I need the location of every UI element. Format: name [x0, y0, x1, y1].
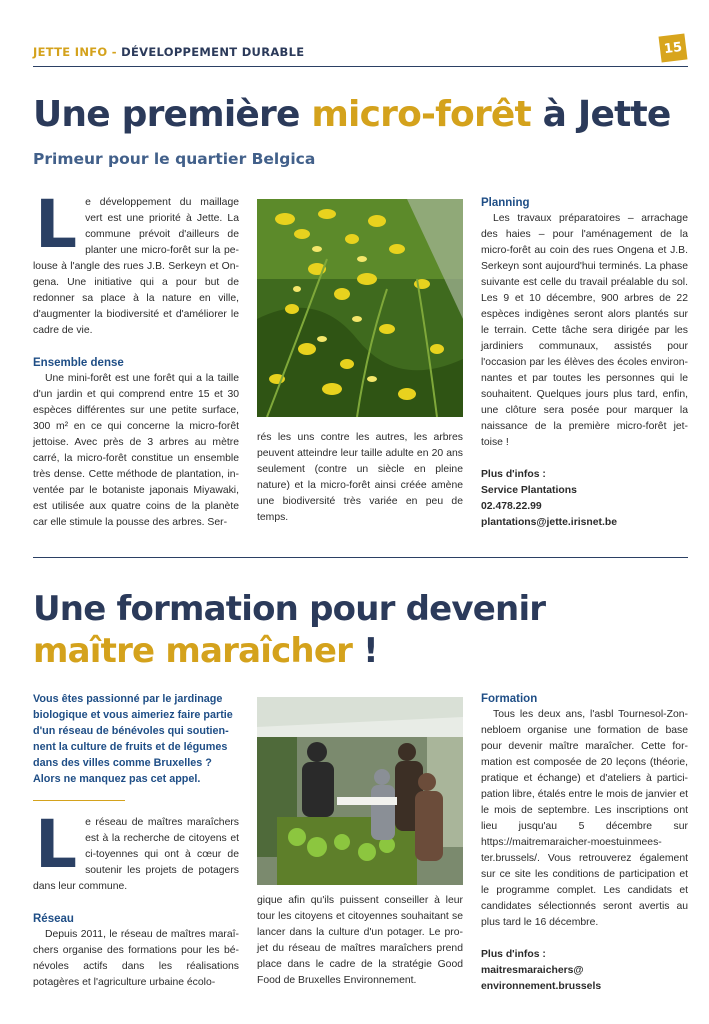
article2-para-formation: Tous les deux ans, l'asbl Tournesol-Zon-nebloem organise une formation de base pour devenir maître maraîcher. Cette for-mation est composée de 20 leçons (théorie, pratique et échange) et d'ateliers à partici-pation libre, étalés entre le mois de janvier et le mois de septembre. Les inscriptions ont lieu jusqu'au 5 décembre sur https://maitremaraicher-moestuinmees-ter.brussels/. Vous retrouverez également sur ce site les conditions de participation et le programme complet. Les candidats et candidates sélectionnés seront avertis au plus tard le 16 décembre. — [481, 709, 688, 928]
article1-title-part2: à Jette — [542, 94, 671, 135]
article2-photo — [257, 697, 463, 885]
article1-column-2 — [257, 430, 463, 526]
article2-title-end: ! — [352, 631, 378, 671]
article2-contact-email-2: environnement.brussels — [481, 981, 602, 992]
article2-title-line2 — [33, 631, 378, 671]
article1-para-dense-cont: rés les uns contre les autres, les arbres peuvent atteindre leur taille adulte en 20 ans seulement (contre un siècle en pleine nature) et la micro-forêt ainsi créée amène une biodiversité très variée en peu de temps. — [257, 432, 463, 523]
section-header-prefix: JETTE INFO - — [33, 45, 117, 59]
section-header — [33, 45, 304, 59]
article2-column-3 — [481, 691, 688, 995]
article1-heading-dense: Ensemble dense — [33, 357, 124, 369]
article1-para-dense: Une mini-forêt est une forêt qui a la taille d'un jardin et qui comprend entre 15 et 30 espèces différentes sur une petite surface, 300 m² en ce qui concerne la micro-forêt jettoise. Avec près de 3 arbres au mètre carré, la micro-forêt constitue un ensemble très dense. Cette méthode de plantation, in-ventée par le botaniste japonais Miyawaki, est utilisée aux quatre coins de la planète car elle stimule la pousse des arbres. Ser- — [33, 373, 239, 528]
article2-column-2 — [257, 893, 463, 989]
article1-contact-phone: 02.478.22.99 — [481, 501, 542, 512]
article2-title-highlight: maître maraîcher — [33, 631, 353, 671]
article1-title-highlight: micro-forêt — [311, 94, 531, 135]
article1-lead: e développement du maillage vert est une priorité à Jette. La commune prévoit d'ailleurs de planter une micro-forêt sur la pe-louse à l'angle des rues J.B. Serkeyn et On-gena. Une initiative qui a pour but de redonner sa place à la nature en ville, d'augmenter la biodiversité et d'améliorer le cadre de vie. — [33, 197, 239, 336]
article-divider — [33, 557, 688, 558]
yellow-flowering-shrub-photo — [257, 199, 463, 417]
article1-heading-planning: Planning — [481, 197, 530, 209]
intro-divider — [33, 800, 125, 801]
page-number-badge: 15 — [659, 34, 688, 63]
article2-column-1 — [33, 806, 239, 991]
header-divider — [33, 66, 688, 67]
article2-para-reseau-cont: gique afin qu'ils puissent conseiller à leur tour les citoyens et citoyennes souhaitant se lancer dans la culture d'un potager. Le pro-jet du réseau de maîtres maraîchers prend place dans le cadre de la stratégie Good Food de Bruxelles Environnement. — [257, 895, 463, 986]
article2-contact-email-1: maitresmaraichers@ — [481, 965, 584, 976]
article2-para-reseau: Depuis 2011, le réseau de maîtres maraî-chers organise des formations pour les bé-névoles actifs dans les réalisations potagères et l'agriculture urbaine écolo- — [33, 929, 239, 988]
article1-para-planning: Les travaux préparatoires – arrachage des haies – pour l'aménagement de la micro-forêt au coin des rues Ongena et J.B. Serkeyn sont aujourd'hui terminés. La phase suivante est celle du travail préalable du sol. Les 9 et 10 décembre, 900 arbres de 22 espèces indigènes seront alors plantés sur le terrain. Cette tâche sera dirigée par les jardiniers communaux, assistés pour l'occasion par les élèves des écoles environ-nantes et par toutes les personnes qui le souhaitent. Quelques jours plus tard, enfin, une clôture sera posée pour marquer la naissance de la première micro-forêt jet-toise ! — [481, 213, 688, 448]
article1-column-3 — [481, 195, 688, 531]
article1-column-1 — [33, 186, 239, 531]
article1-contact-service: Service Plantations — [481, 485, 577, 496]
article1-title — [33, 94, 671, 135]
article2-dropcap: L — [35, 806, 78, 883]
article2-column-1-intro — [33, 691, 239, 787]
article2-heading-reseau: Réseau — [33, 913, 74, 925]
article2-lead: e réseau de maîtres maraîchers est à la recherche de citoyens et ci-toyennes qui ont à cœur de soutenir les projets de potagers dans leur commune. — [33, 817, 239, 892]
article1-title-part1: Une première — [33, 94, 300, 135]
article1-contact-email: plantations@jette.irisnet.be — [481, 517, 617, 528]
article2-intro: Vous êtes passionné par le jardinage biologique et vous aimeriez faire partie d'un réseau de bénévoles qui soutien-nent la culture de fruits et de légumes dans des villes comme Bruxelles ? Alors ne manquez pas cet appel. — [33, 693, 233, 785]
section-header-topic: DÉVELOPPEMENT DURABLE — [121, 45, 305, 59]
article1-subtitle: Primeur pour le quartier Belgica — [33, 150, 316, 168]
article1-photo — [257, 199, 463, 417]
article1-dropcap: L — [35, 186, 78, 263]
article1-contact-label: Plus d'infos : — [481, 469, 546, 480]
article2-contact-label: Plus d'infos : — [481, 949, 546, 960]
market-stall-people-photo — [257, 697, 463, 885]
article2-title-line1: Une formation pour devenir — [33, 589, 546, 629]
article2-heading-formation: Formation — [481, 693, 538, 705]
